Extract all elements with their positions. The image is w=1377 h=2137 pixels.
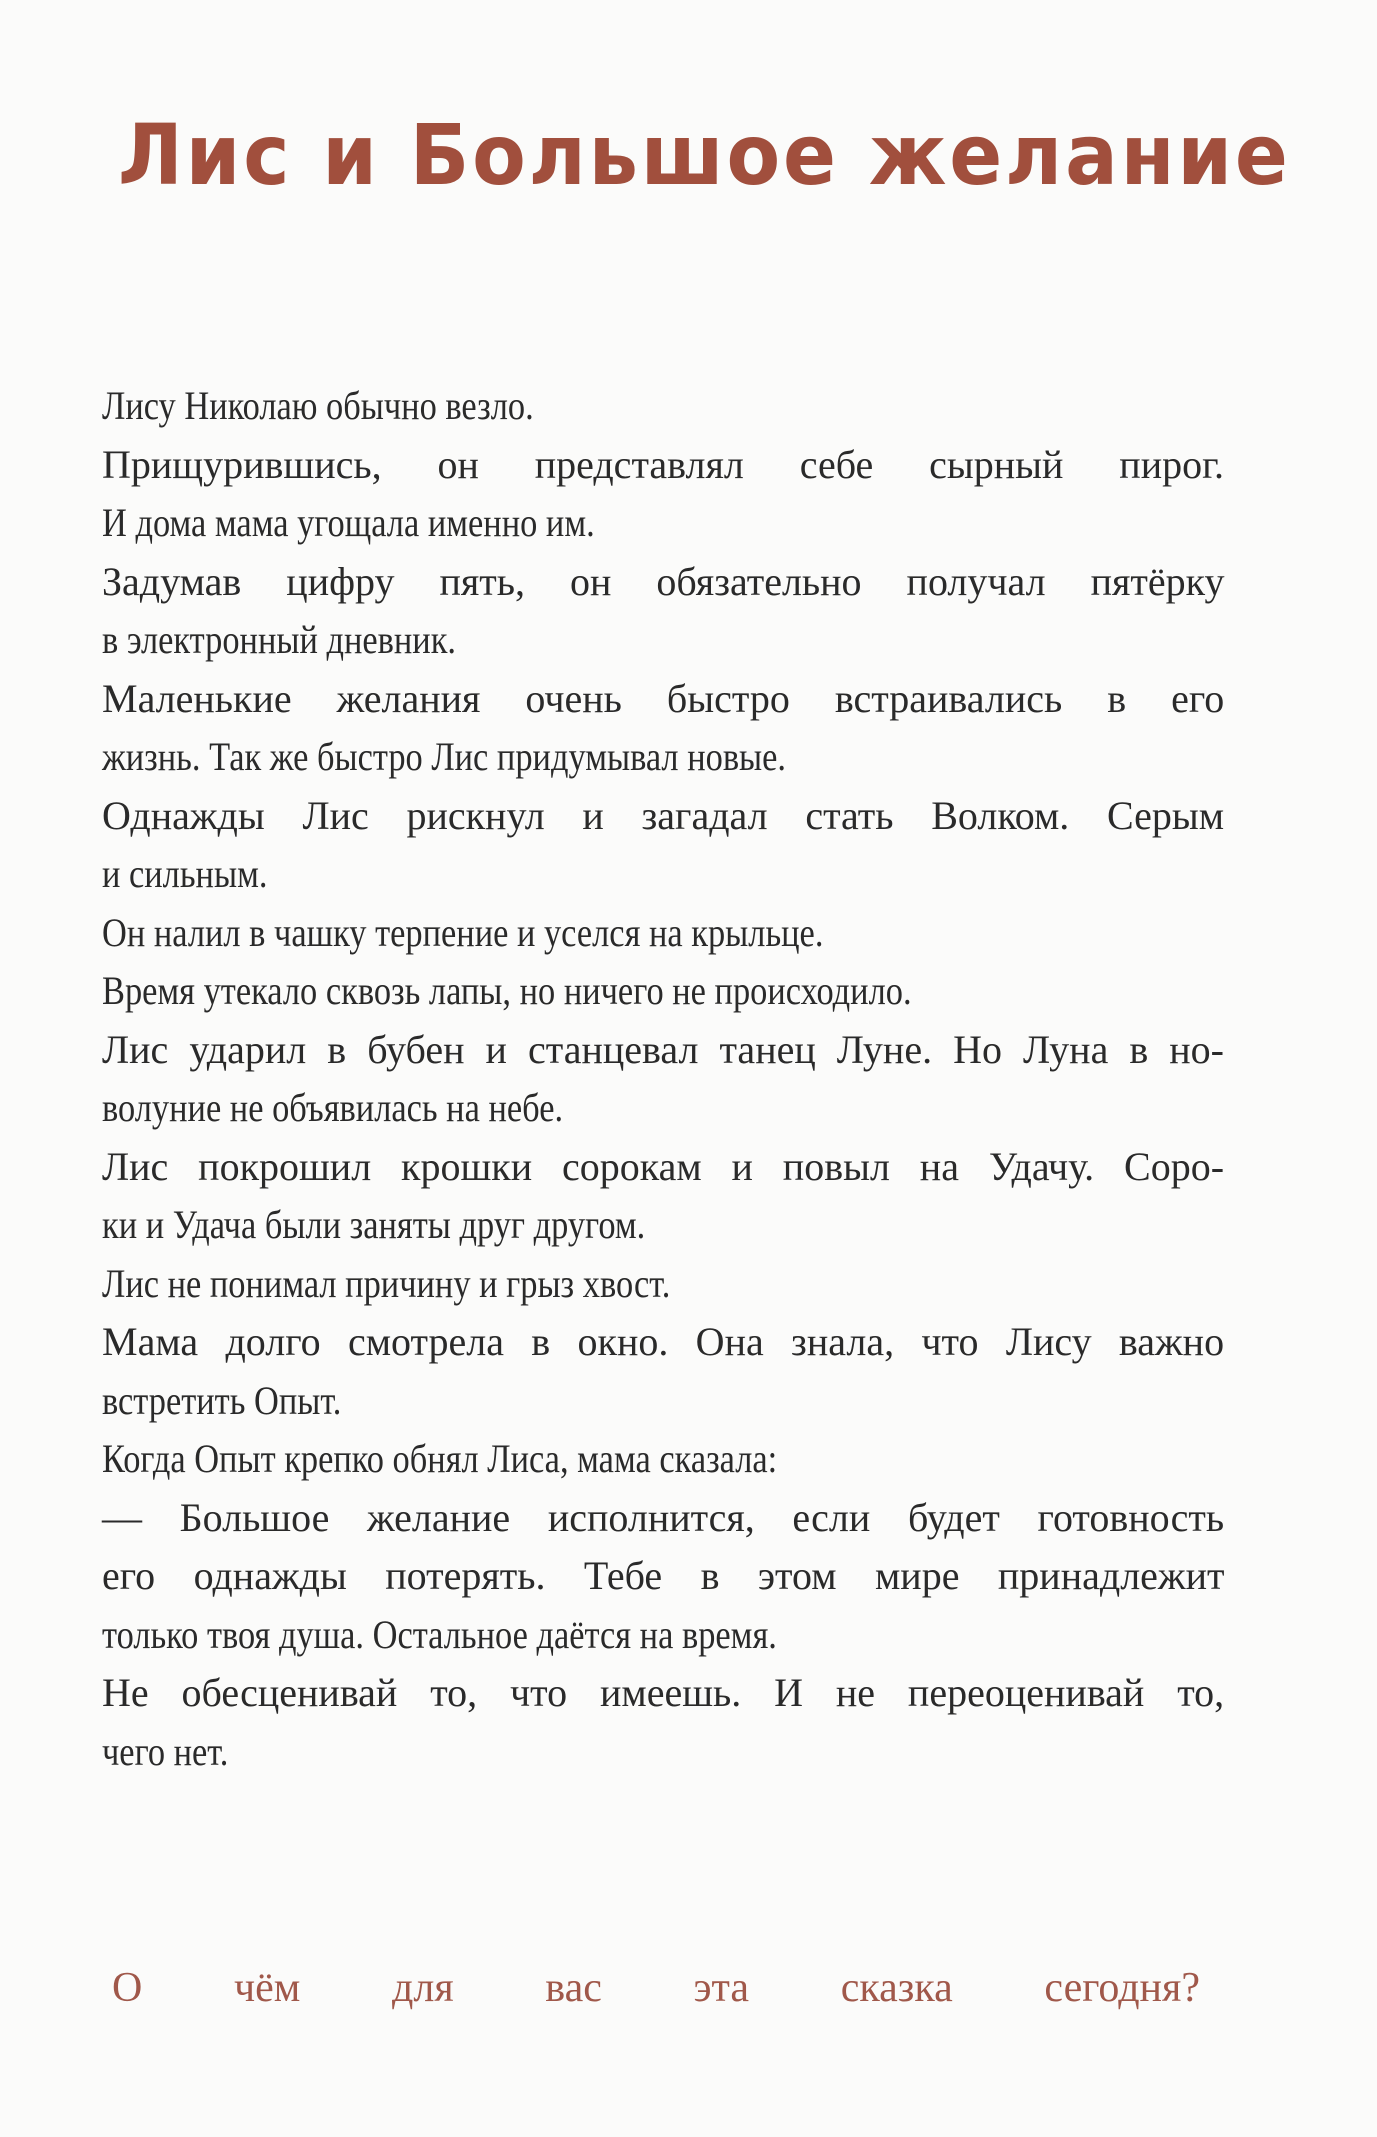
text-line: Когда Опыт крепко обнял Лиса, мама сказала:	[102, 1436, 778, 1481]
text-line: Лис ударил в бубен и станцевал танец Луне. Но Луна в но-	[102, 1026, 1224, 1072]
text-line: Задумав цифру пять, он обязательно получал пятёрку	[102, 558, 1225, 604]
text-line: жизнь. Так же быстро Лис придумывал новые.	[102, 734, 787, 779]
text-line: Лис покрошил крошки сорокам и повыл на Удачу. Соро-	[102, 1143, 1225, 1189]
text-line: Не обесценивай то, что имеешь. И не переоценивай то,	[102, 1670, 1225, 1715]
text-line: Время утекало сквозь лапы, но ничего не происходило.	[102, 968, 912, 1013]
text-line: Лис не понимал причину и грыз хвост.	[102, 1260, 671, 1306]
text-line: ки и Удача были заняты друг другом.	[102, 1202, 646, 1247]
text-line: Он налил в чашку терпение и уселся на крыльце.	[102, 909, 824, 955]
text-line: Однажды Лис рискнул и загадал стать Волком. Серым	[102, 792, 1225, 838]
text-line: только твоя душа. Остальное даётся на время.	[102, 1611, 777, 1657]
text-line: Мама долго смотрела в окно. Она знала, что Лису важно	[102, 1319, 1225, 1364]
text-line: Прищурившись, он представлял себе сырный пирог.	[102, 441, 1224, 487]
text-line: в электронный дневник.	[102, 617, 457, 662]
text-line: — Большое желание исполнится, если будет готовность	[102, 1494, 1225, 1540]
text-line: И дома мама угощала именно им.	[102, 500, 595, 545]
text-line: его однажды потерять. Тебе в этом мире принадлежит	[102, 1553, 1225, 1598]
story-text	[102, 377, 1224, 1781]
reflection-question: О чём для вас эта сказка сегодня?	[112, 1965, 1200, 2011]
story-title: Лис и Большое желание	[118, 106, 1291, 204]
text-line: чего нет.	[102, 1728, 229, 1774]
text-line: Лису Николаю обычно везло.	[102, 383, 534, 428]
text-line: Маленькие желания очень быстро встраивались в его	[102, 675, 1225, 721]
text-line: волуние не объявилась на небе.	[102, 1085, 564, 1130]
text-line: встретить Опыт.	[102, 1377, 342, 1423]
text-line: и сильным.	[102, 851, 268, 896]
